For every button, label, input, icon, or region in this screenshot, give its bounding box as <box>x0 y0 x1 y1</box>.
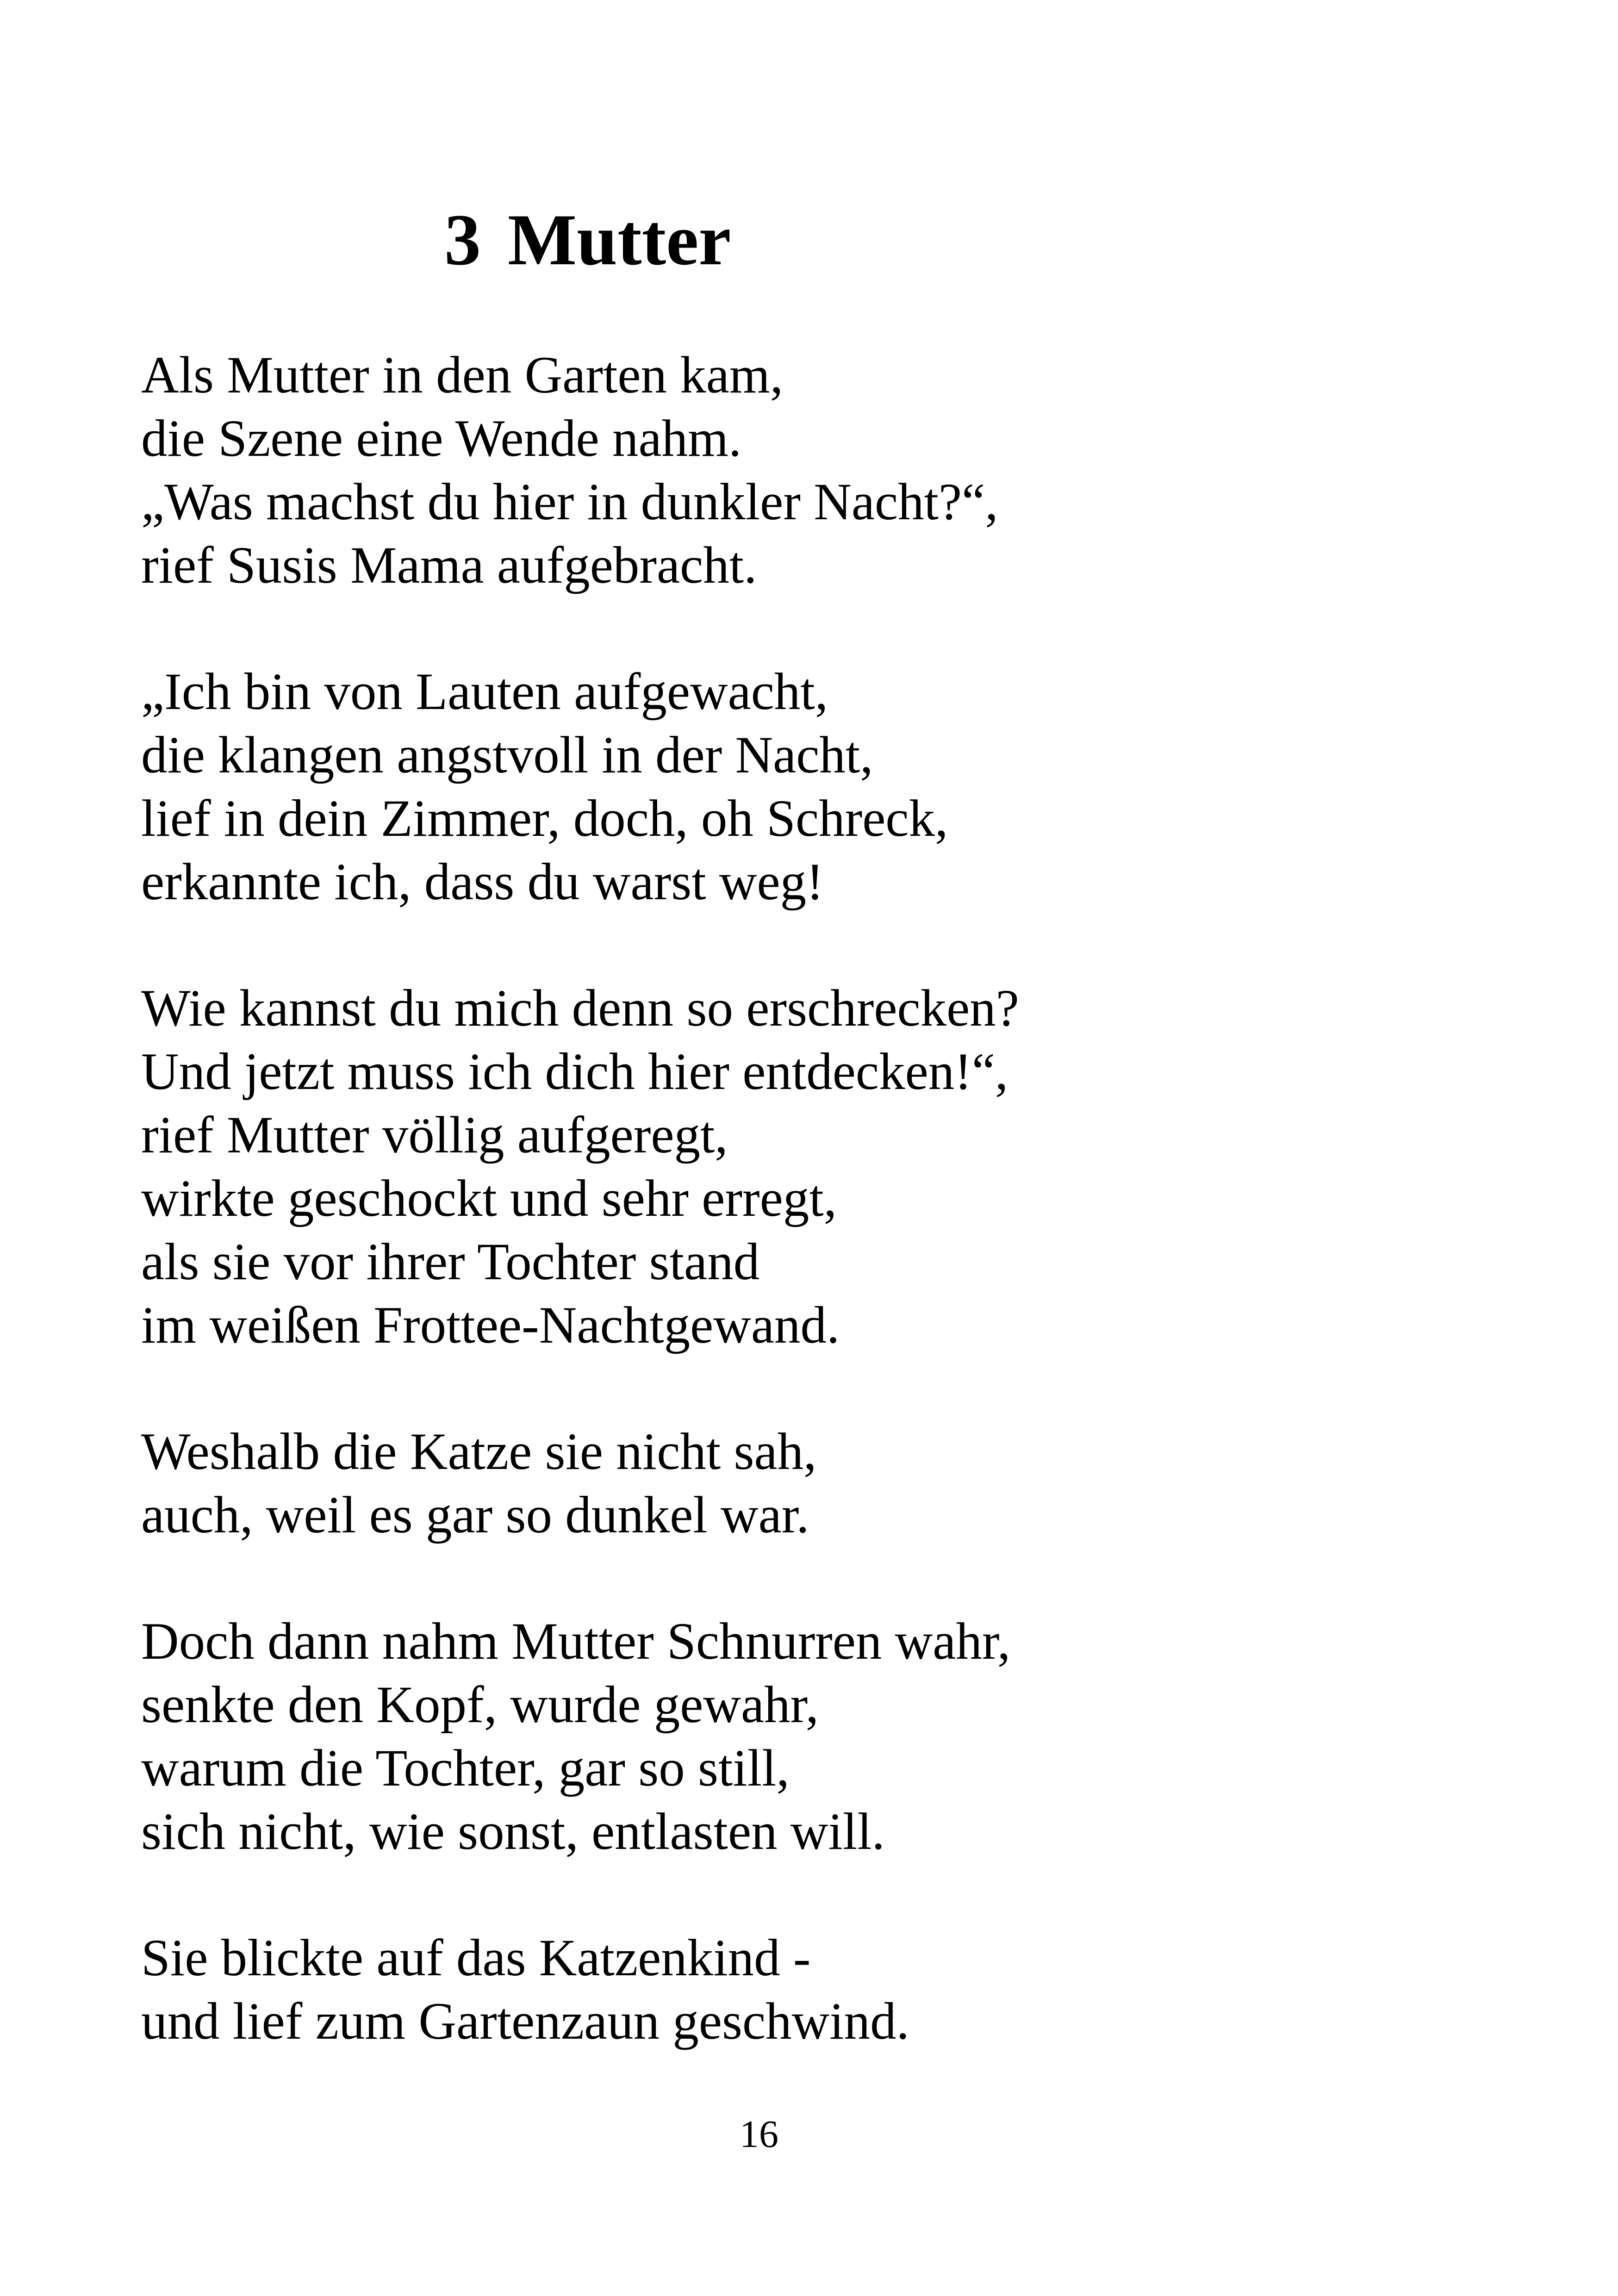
poem-line: Doch dann nahm Mutter Schnurren wahr, <box>141 1612 1011 1670</box>
poem-line: „Ich bin von Lauten aufgewacht, <box>141 663 828 721</box>
poem-line: rief Susis Mama aufgebracht. <box>141 536 757 594</box>
poem-line: warum die Tochter, gar so still, <box>141 1739 790 1797</box>
chapter-number: 3 <box>444 199 481 280</box>
poem-line: auch, weil es gar so dunkel war. <box>141 1486 809 1544</box>
poem-line: rief Mutter völlig aufgeregt, <box>141 1106 728 1164</box>
poem-line: lief in dein Zimmer, doch, oh Schreck, <box>141 790 948 847</box>
stanza <box>141 1926 1530 2053</box>
chapter-title: Mutter <box>508 199 731 280</box>
poem-line: Und jetzt muss ich dich hier entdecken!“, <box>141 1043 1008 1101</box>
poem-line: Als Mutter in den Garten kam, <box>141 346 784 404</box>
stanza <box>141 1610 1530 1863</box>
poem-line: im weißen Frottee-Nachtgewand. <box>141 1296 840 1354</box>
poem-line: die Szene eine Wende nahm. <box>141 410 742 467</box>
poem-line: wirkte geschockt und sehr erregt, <box>141 1170 837 1227</box>
poem-line: erkannte ich, dass du warst weg! <box>141 853 824 911</box>
poem-body <box>141 343 1530 2116</box>
stanza <box>141 977 1530 1357</box>
poem-line: senkte den Kopf, wurde gewahr, <box>141 1676 819 1734</box>
poem-line: und lief zum Gartenzaun geschwind. <box>141 1992 909 2050</box>
poem-line: Wie kannst du mich denn so erschrecken? <box>141 979 1019 1037</box>
stanza <box>141 1420 1530 1547</box>
poem-line: Weshalb die Katze sie nicht sah, <box>141 1423 817 1481</box>
stanza <box>141 660 1530 914</box>
poem-line: „Was machst du hier in dunkler Nacht?“, <box>141 473 998 531</box>
poem-line: als sie vor ihrer Tochter stand <box>141 1233 760 1291</box>
poem-line: sich nicht, wie sonst, entlasten will. <box>141 1803 885 1860</box>
poem-line: Sie blickte auf das Katzenkind - <box>141 1929 811 1987</box>
page-number: 16 <box>740 2113 778 2156</box>
poem-line: die klangen angstvoll in der Nacht, <box>141 726 873 784</box>
chapter-heading <box>444 199 731 280</box>
stanza <box>141 343 1530 597</box>
